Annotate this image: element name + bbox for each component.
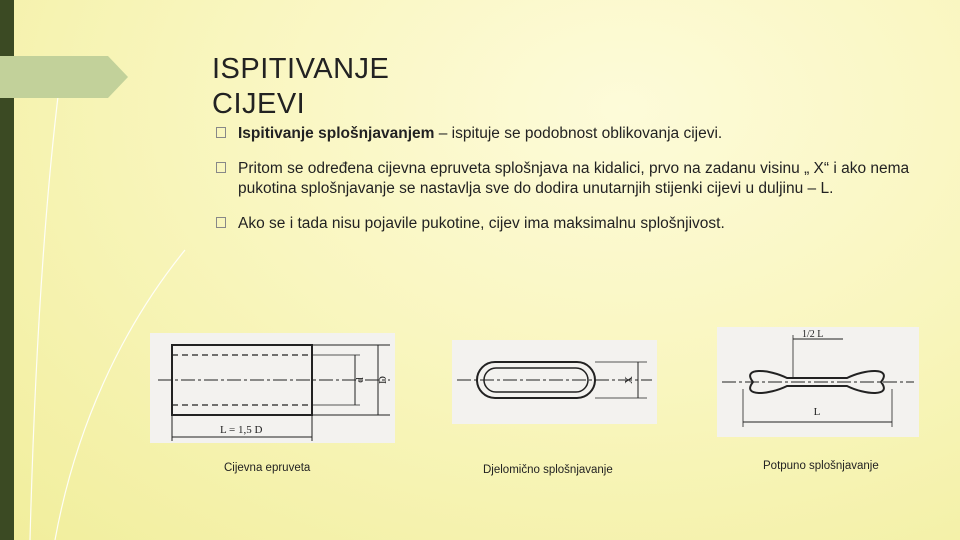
bullet-text: – ispituje se podobnost oblikovanja cijevi. bbox=[434, 125, 723, 142]
bullet-item bbox=[216, 124, 936, 144]
title-arrow-icon bbox=[0, 56, 130, 98]
bullet-item bbox=[216, 159, 936, 199]
full-flattening-drawing bbox=[717, 327, 919, 437]
title-line-2: CIJEVI bbox=[212, 88, 306, 120]
partial-flattening-drawing bbox=[452, 340, 657, 424]
bullet-bold-text: Ispitivanje splošnjavanjem bbox=[238, 125, 435, 142]
figure-tube-specimen bbox=[150, 333, 395, 443]
checkbox-bullet-icon bbox=[216, 162, 226, 173]
full-length-label: L bbox=[813, 406, 821, 418]
tube-specimen-drawing bbox=[150, 333, 395, 443]
checkbox-bullet-icon bbox=[216, 217, 226, 228]
checkbox-bullet-icon bbox=[216, 127, 226, 138]
page-title bbox=[212, 52, 389, 122]
bullet-text: Ako se i tada nisu pojavile pukotine, cijev ima maksimalnu splošnjivost. bbox=[238, 215, 725, 232]
bullet-list bbox=[216, 124, 936, 249]
half-length-label: 1/2 L bbox=[802, 329, 824, 340]
figure-partial-flattening bbox=[452, 340, 657, 424]
caption-partial-flattening: Djelomično splošnjavanje bbox=[483, 464, 613, 476]
tube-outer-diameter-label: D bbox=[377, 376, 389, 384]
bullet-item bbox=[216, 214, 936, 234]
tube-inner-diameter-label: d bbox=[354, 377, 366, 383]
caption-tube-specimen: Cijevna epruveta bbox=[224, 462, 311, 474]
title-line-1: ISPITIVANJE bbox=[212, 53, 390, 85]
bullet-text: Pritom se određena cijevna epruveta splošnjava na kidalici, prvo na zadanu visinu „ X“ i ako nema pukotina splošnjavanje se nastavlja sve do dodira unutarnjih stijenki cijevi u duljinu – L. bbox=[238, 160, 910, 197]
caption-full-flattening: Potpuno splošnjavanje bbox=[763, 460, 879, 472]
tube-length-label: L = 1,5 D bbox=[220, 424, 263, 436]
flattening-height-label: X bbox=[623, 376, 635, 384]
figure-full-flattening bbox=[717, 327, 919, 437]
